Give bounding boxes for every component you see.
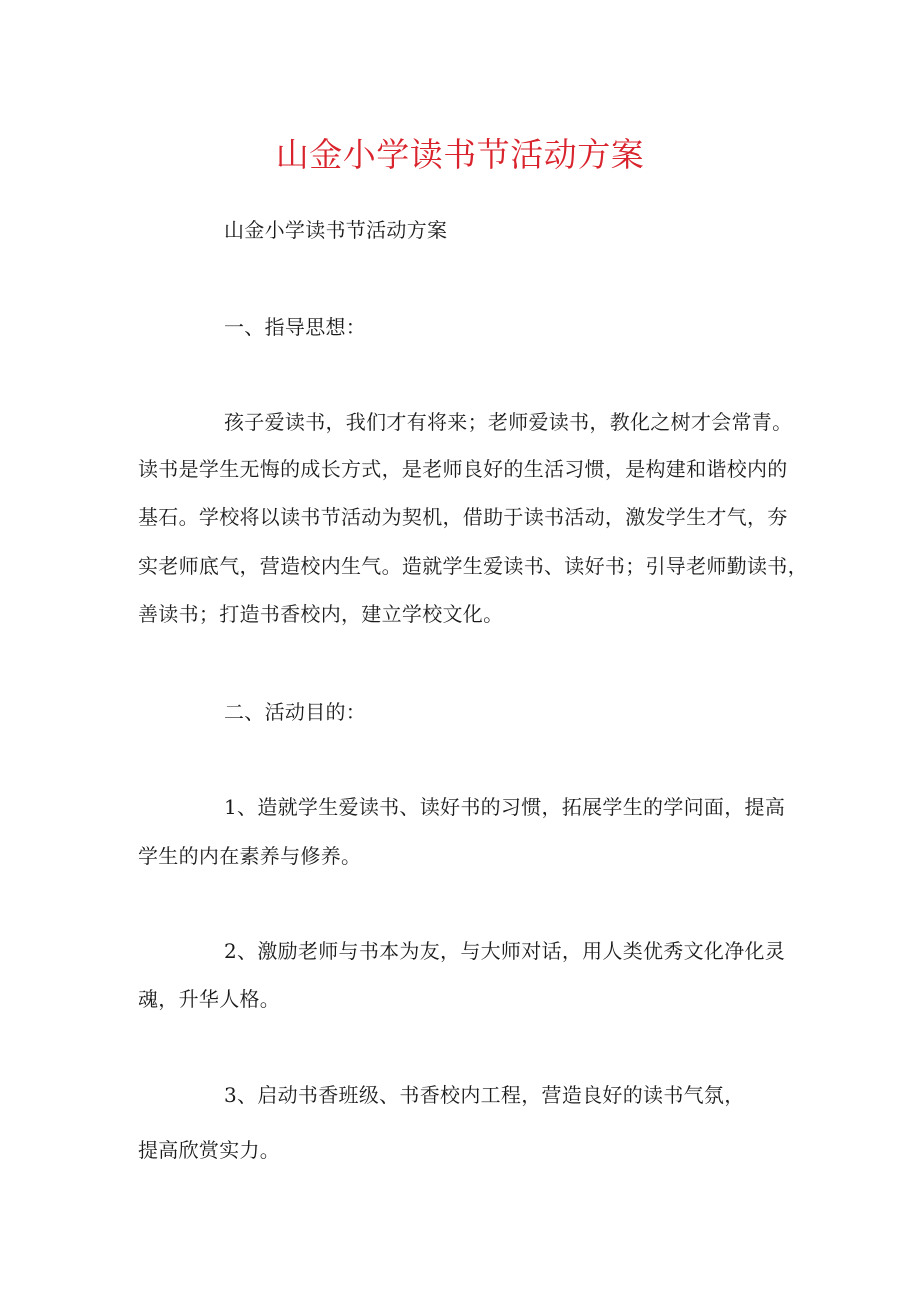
paragraph-line: 1、造就学生爱读书、读好书的习惯，拓展学生的学问面，提高 (224, 795, 786, 819)
paragraph-line: 善读书；打造书香校内，建立学校文化。 (138, 602, 504, 626)
section-heading-activity-purpose: 二、活动目的： (224, 700, 367, 724)
paragraph-line: 学生的内在素养与修养。 (138, 844, 362, 868)
paragraph-line: 2、激励老师与书本为友，与大师对话，用人类优秀文化净化灵 (224, 939, 786, 963)
document-title: 山金小学读书节活动方案 (275, 135, 645, 174)
document-subtitle: 山金小学读书节活动方案 (224, 218, 448, 242)
paragraph-line: 读书是学生无悔的成长方式，是老师良好的生活习惯，是构建和谐校内的 (138, 457, 788, 481)
paragraph-line: 3、启动书香班级、书香校内工程，营造良好的读书气氛， (224, 1083, 745, 1107)
paragraph-line: 孩子爱读书，我们才有将来；老师爱读书，教化之树才会常青。 (224, 410, 793, 434)
section-heading-guiding-ideology: 一、指导思想： (224, 315, 367, 339)
paragraph-line: 魂，升华人格。 (138, 987, 281, 1011)
paragraph-line: 实老师底气，营造校内生气。造就学生爱读书、读好书；引导老师勤读书， (138, 554, 808, 578)
paragraph-line: 基石。学校将以读书节活动为契机，借助于读书活动，激发学生才气，夯 (138, 505, 788, 529)
paragraph-line: 提高欣赏实力。 (138, 1138, 281, 1162)
